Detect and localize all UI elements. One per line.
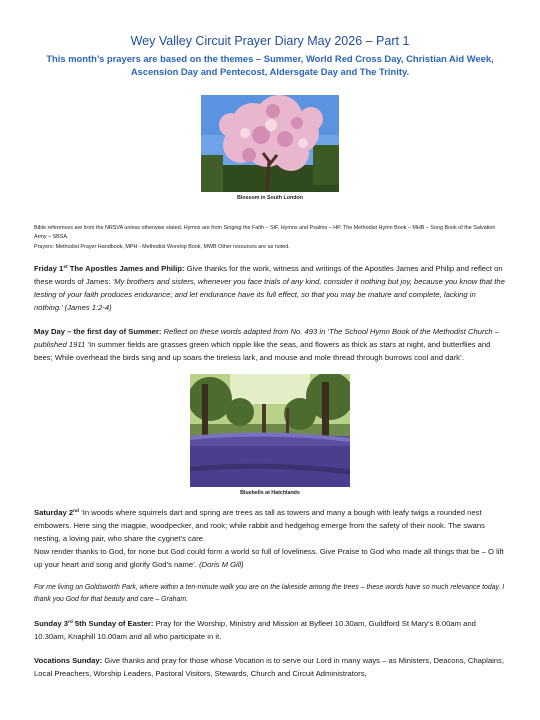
mayday-entry	[34, 325, 506, 364]
vocations-text: Give thanks and pray for those whose Vocation is to serve our Lord in many ways – as Ministers, Deacons, Chaplains, Local Preachers, Worship Leaders, Pastoral Visitors, Stewards, Church and Circuit Administrators,	[34, 656, 504, 679]
blossom-caption: Blossom in South London	[237, 195, 303, 201]
sunday-text: Pray for the Worship, Ministry and Mission at Byfleet 10.30am, Guildford St Mary’s 8.00am and 10.30am, Knaphill 10.00am and all who participate in it.	[34, 619, 476, 642]
sunday-entry	[34, 617, 506, 643]
notes-block	[34, 224, 506, 252]
blossom-figure	[34, 95, 506, 201]
page-subtitle: This month’s prayers are based on the themes – Summer, World Red Cross Day, Christian Aid Week, Ascension Day and Pentecost, Aldersgate Day and The Trinity.	[46, 53, 494, 77]
mayday-heading: May Day – the first day of Summer:	[34, 327, 162, 337]
saturday-text-2: Now render thanks to God, for none but God could form a world so full of loveliness. Give Praise to God who made all things that be – O lift up your heart and song and glorify God’s name’.	[34, 547, 504, 570]
saturday-cite: (Doris M Gill)	[199, 560, 244, 570]
friday-entry	[34, 262, 506, 314]
page-title: Wey Valley Circuit Prayer Diary May 2026 – Part 1	[130, 34, 410, 48]
blossom-photo	[201, 95, 339, 192]
saturday-text: ‘In woods where squirrels dart and spring are trees as tall as towers and many a bough with leafy twigs a rounded nest embowers. Here sing the magpie, woodpecker, and rook; while rabbit and hedgehog emerge from the safety of their nook. The swans nesting, a loving pair, who share the cygnet’s care.	[34, 508, 485, 544]
mayday-intro: Reflect on these words adapted from No. 493 in ‘The School Hymn Book of the Methodist Church – published 1911	[34, 327, 500, 350]
bluebells-photo	[190, 374, 350, 487]
friday-quote: ‘My brothers and sisters, whenever you face trials of any kind, consider it nothing but joy, because you know that the testing of your faith produces endurance; and let endurance have its full effect, so that you may be mature and complete, lacking in nothing.’ (James 1:2-4)	[34, 277, 505, 313]
bluebells-caption: Bluebells at Hatchlands	[240, 490, 300, 497]
saturday-day: Saturday 2	[34, 508, 74, 518]
friday-heading: The Apostles James and Philip:	[67, 264, 185, 274]
notes-line: Prayers: Methodist Prayer Handbook, MPH - Methodist Worship Book, MWB Other resources are as noted.	[34, 243, 290, 250]
saturday-sup: nd	[73, 509, 79, 515]
friday-day: Friday 1	[34, 264, 64, 274]
reflection-text: For me living on Goldsworth Park, where within a ten-minute walk you are on the lakeside among the trees – these words have so much relevance today. I thank you God for that beauty and care – Graham.	[34, 584, 505, 604]
saturday-entry	[34, 506, 506, 571]
friday-sup: st	[63, 265, 68, 271]
bluebells-figure	[34, 374, 506, 496]
vocations-entry	[34, 654, 506, 680]
friday-text: Give thanks for the work, witness and writings of the Apostles James and Philip and reflect on these words of James:	[34, 264, 503, 287]
sunday-sup: rd	[67, 620, 73, 626]
mayday-text: ‘In summer fields are grasses green which ripple like the seas, and flowers as thick as stars at night, and butterflies and bees; While overhead the birds sing and up soars the tireless lark, and mouse and mole thread through burrows cool and dark’.	[34, 340, 491, 363]
sunday-heading: 5th Sunday of Easter:	[72, 619, 154, 629]
notes-line: Bible references are from the NRSVA unless otherwise stated. Hymns are from Singing the Faith – StF, Hymns and Psalms – HP, The Methodist Hymn Book – MHB – Song Book of the Salvation Army – SBSA.	[34, 225, 496, 241]
vocations-heading: Vocations Sunday:	[34, 656, 103, 666]
sunday-day: Sunday 3	[34, 619, 68, 629]
reflection-entry	[34, 582, 506, 606]
